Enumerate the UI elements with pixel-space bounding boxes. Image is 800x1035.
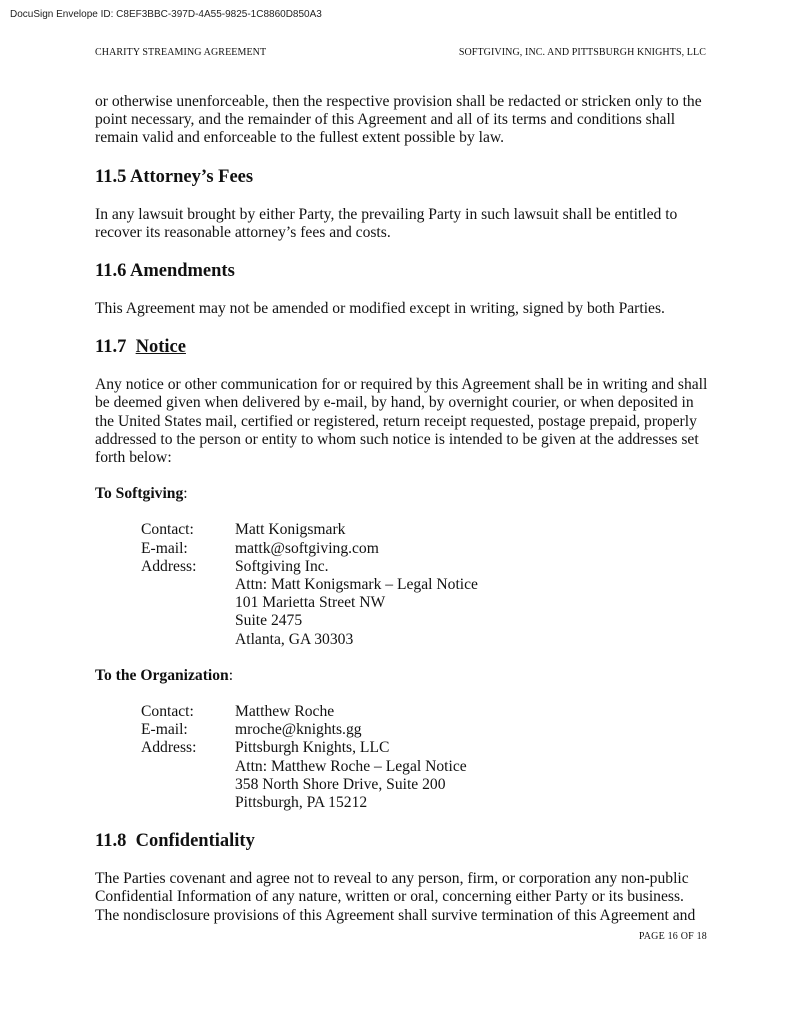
- address-line: Pittsburgh, PA 15212: [235, 794, 368, 812]
- email-key: E-mail:: [141, 539, 188, 557]
- address-key: Address:: [141, 557, 197, 575]
- softgiving-contact-row: [141, 521, 711, 539]
- address-line: 101 Marietta Street NW: [235, 594, 386, 612]
- softgiving-email-row: [141, 540, 711, 558]
- address-line: Attn: Matt Konigsmark – Legal Notice: [235, 576, 478, 594]
- organization-email: mroche@knights.gg: [235, 721, 362, 739]
- address-line: Softgiving Inc.: [235, 557, 329, 575]
- address-line: Suite 2475: [235, 612, 303, 630]
- section-11-5-heading: 11.5 Attorney’s Fees: [95, 166, 254, 187]
- email-key: E-mail:: [141, 721, 188, 739]
- section-11-7-number: 11.7: [95, 337, 127, 358]
- to-softgiving-colon: :: [183, 485, 188, 503]
- organization-contact: Matthew Roche: [235, 703, 335, 721]
- to-softgiving-label: [95, 485, 711, 503]
- running-header-right: SOFTGIVING, INC. AND PITTSBURGH KNIGHTS, LLC: [458, 47, 706, 58]
- intro-paragraph: or otherwise unenforceable, then the respective provision shall be redacted or stricken only to the point necessary, and the remainder of this Agreement and all of its terms and conditions shall remain valid and enforceable to the fullest extent possible by law.: [95, 93, 702, 147]
- softgiving-email: mattk@softgiving.com: [235, 539, 379, 557]
- softgiving-address-row: [141, 558, 711, 649]
- to-softgiving-label-text: To Softgiving: [95, 485, 184, 503]
- contact-key: Contact:: [141, 521, 194, 539]
- address-line: Atlanta, GA 30303: [235, 630, 354, 648]
- section-11-8-number: 11.8: [95, 831, 127, 852]
- address-line: Attn: Matthew Roche – Legal Notice: [235, 757, 467, 775]
- organization-address-block: [141, 703, 711, 812]
- section-11-7-heading: [95, 336, 711, 358]
- page-number: PAGE 16 OF 18: [638, 931, 707, 942]
- to-organization-colon: :: [228, 666, 234, 684]
- document-body: [95, 93, 711, 925]
- organization-address-lines: [235, 739, 467, 812]
- address-line: 358 North Shore Drive, Suite 200: [235, 775, 446, 793]
- running-header-left: CHARITY STREAMING AGREEMENT: [95, 47, 267, 58]
- softgiving-address-block: [141, 521, 711, 648]
- section-11-7-body: Any notice or other communication for or required by this Agreement shall be in writing and shall be deemed given when delivered by e-mail, by hand, by overnight courier, or when deposited in the United States mail, certified or registered, return receipt requested, postage prepaid, properly addressed to the person or entity to whom such notice is intended to be given at the addresses set forth below:: [95, 376, 708, 467]
- section-11-6-body: This Agreement may not be amended or modified except in writing, signed by both Parties.: [95, 300, 665, 318]
- section-11-7-title: Notice: [135, 337, 186, 358]
- to-organization-label: [95, 667, 711, 685]
- to-organization-label-text: To the Organization: [95, 666, 229, 684]
- docusign-envelope-id: DocuSign Envelope ID: C8EF3BBC-397D-4A55-9825-1C8860D850A3: [10, 9, 322, 20]
- softgiving-address-lines: [235, 558, 478, 649]
- organization-contact-row: [141, 703, 711, 721]
- address-line: Pittsburgh Knights, LLC: [235, 739, 390, 757]
- organization-address-row: [141, 739, 711, 812]
- softgiving-contact: Matt Konigsmark: [235, 521, 346, 539]
- address-key: Address:: [141, 739, 197, 757]
- section-11-5-body: In any lawsuit brought by either Party, the prevailing Party in such lawsuit shall be entitled to recover its reasonable attorney’s fees and costs.: [95, 205, 678, 241]
- section-11-8-heading: [95, 830, 711, 852]
- contact-key: Contact:: [141, 703, 194, 721]
- section-11-8-title: Confidentiality: [135, 831, 255, 852]
- organization-email-row: [141, 721, 711, 739]
- section-11-6-heading: 11.6 Amendments: [95, 261, 235, 282]
- section-11-8-body: The Parties covenant and agree not to reveal to any person, firm, or corporation any non-public Confidential Information of any nature, written or oral, concerning either Party or its business. The nondisclosure provisions of this Agreement shall survive termination of this Agreement and: [95, 870, 696, 924]
